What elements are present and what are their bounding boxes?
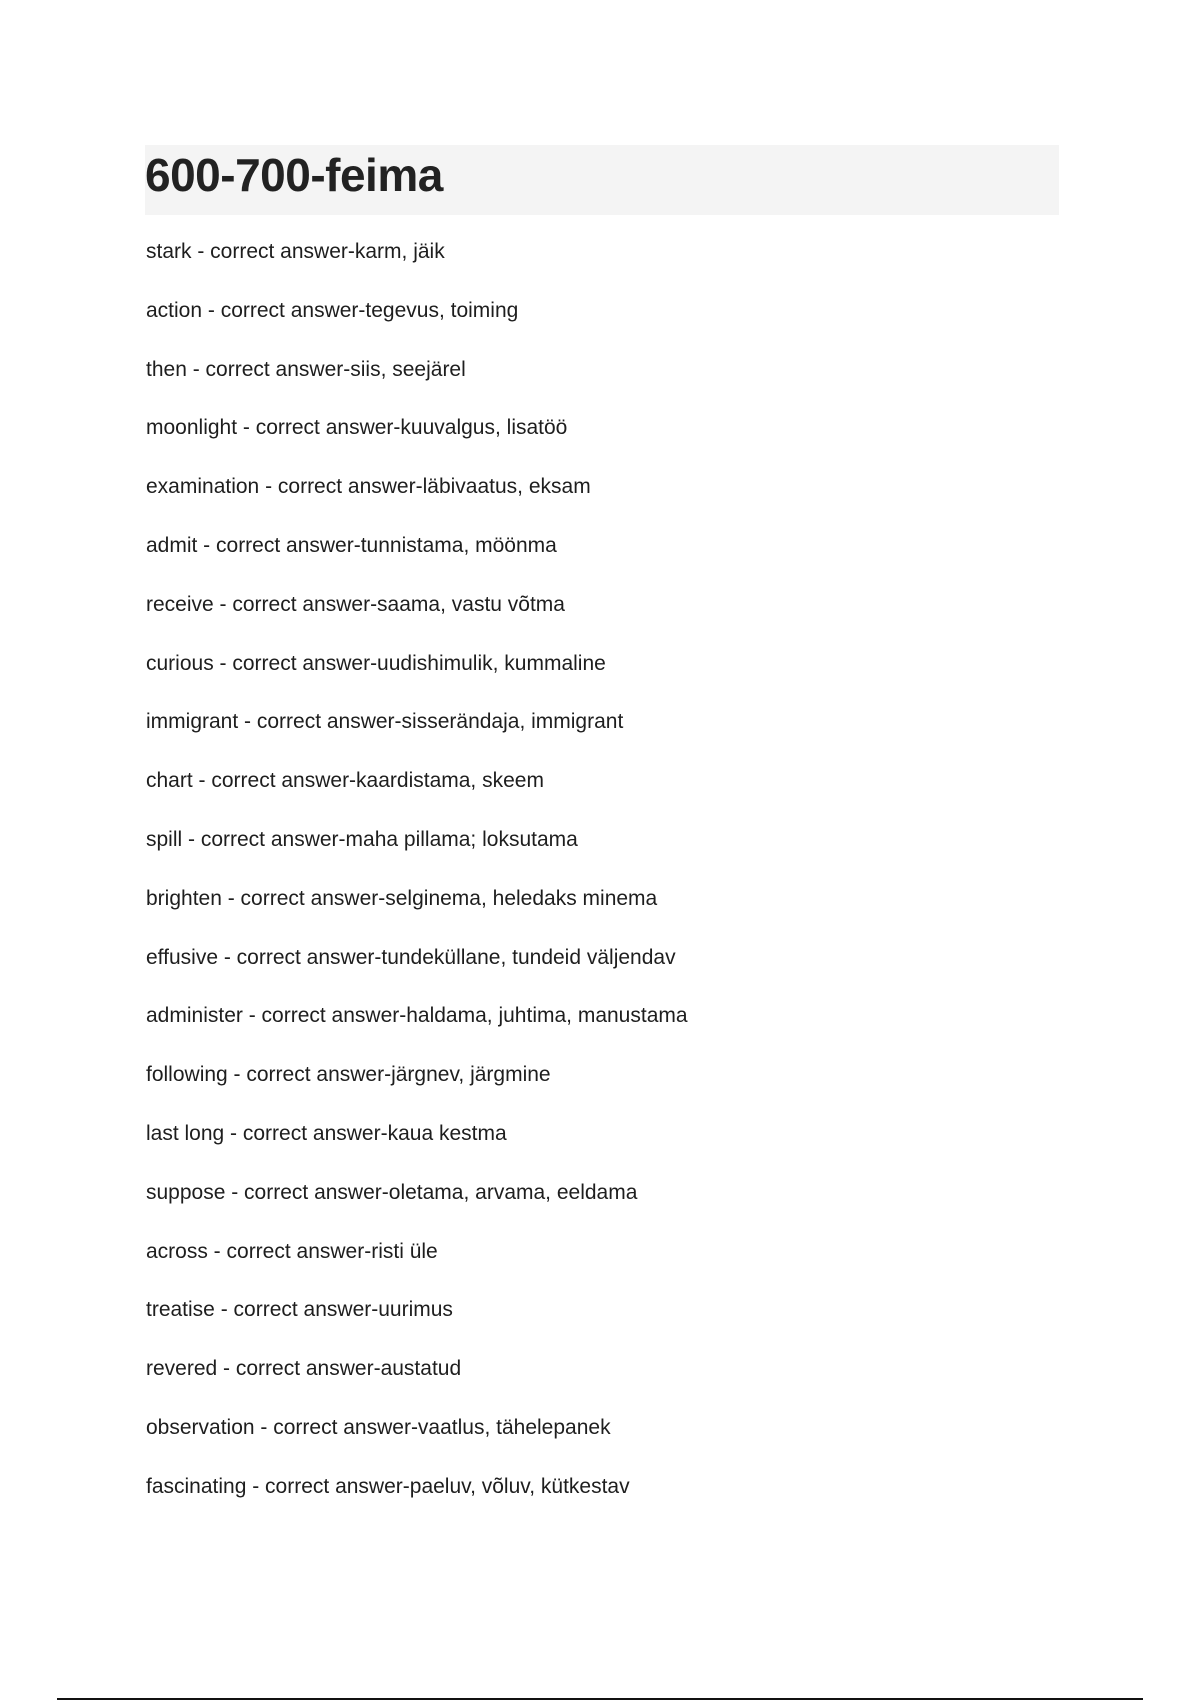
vocabulary-entry: across - correct answer-risti üle bbox=[146, 1239, 438, 1263]
vocabulary-entry: administer - correct answer-haldama, juhtima, manustama bbox=[146, 1004, 688, 1028]
vocabulary-entry: then - correct answer-siis, seejärel bbox=[146, 357, 466, 381]
vocabulary-entry: curious - correct answer-uudishimulik, kummaline bbox=[146, 651, 606, 675]
vocabulary-entry: treatise - correct answer-uurimus bbox=[146, 1298, 453, 1322]
vocabulary-list bbox=[146, 240, 688, 1534]
vocabulary-entry: effusive - correct answer-tundeküllane, tundeid väljendav bbox=[146, 945, 676, 969]
title-bar bbox=[145, 145, 1059, 215]
vocabulary-entry: admit - correct answer-tunnistama, möönma bbox=[146, 533, 557, 557]
vocabulary-entry: immigrant - correct answer-sisserändaja, immigrant bbox=[146, 710, 624, 734]
vocabulary-entry: chart - correct answer-kaardistama, skeem bbox=[146, 769, 544, 793]
vocabulary-entry: examination - correct answer-läbivaatus, eksam bbox=[146, 475, 591, 499]
vocabulary-entry: fascinating - correct answer-paeluv, võluv, kütkestav bbox=[146, 1474, 630, 1498]
vocabulary-entry: spill - correct answer-maha pillama; loksutama bbox=[146, 827, 578, 851]
vocabulary-entry: revered - correct answer-austatud bbox=[146, 1357, 462, 1381]
vocabulary-entry: stark - correct answer-karm, jäik bbox=[146, 240, 445, 263]
vocabulary-entry: following - correct answer-järgnev, järgmine bbox=[146, 1063, 551, 1087]
vocabulary-entry: action - correct answer-tegevus, toiming bbox=[146, 298, 519, 322]
vocabulary-entry: brighten - correct answer-selginema, heledaks minema bbox=[146, 886, 658, 910]
vocabulary-entry: receive - correct answer-saama, vastu võtma bbox=[146, 592, 565, 616]
vocabulary-entry: moonlight - correct answer-kuuvalgus, lisatöö bbox=[146, 416, 568, 440]
vocabulary-entry: suppose - correct answer-oletama, arvama, eeldama bbox=[146, 1180, 638, 1204]
vocabulary-entry: observation - correct answer-vaatlus, tähelepanek bbox=[146, 1415, 611, 1439]
vocabulary-entry: last long - correct answer-kaua kestma bbox=[146, 1121, 507, 1145]
document-title: 600-700-feima bbox=[145, 149, 443, 201]
